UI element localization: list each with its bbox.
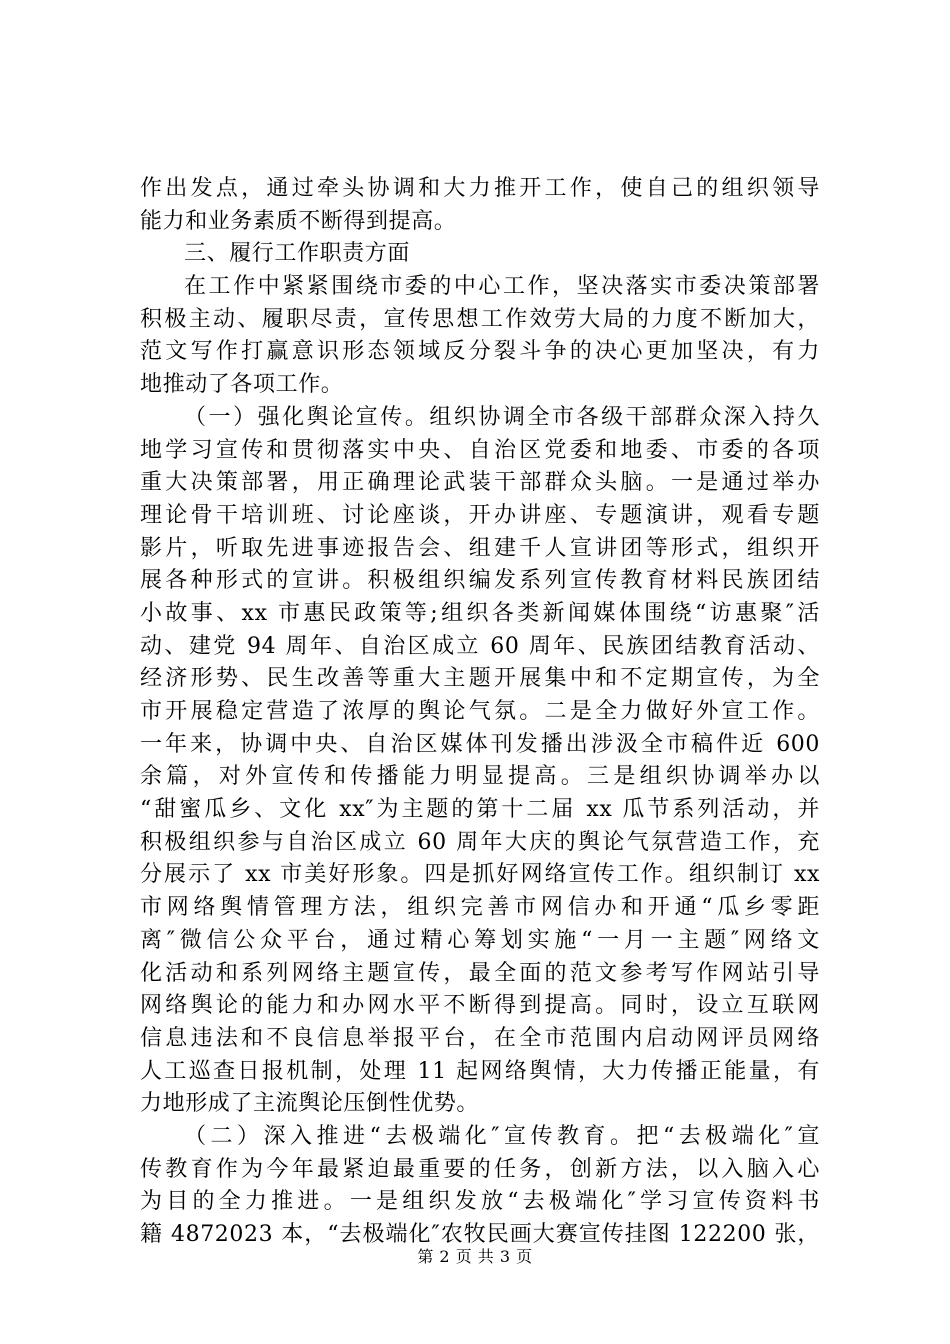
text-line: 作出发点，通过牵头协调和大力推开工作，使自己的组织领导 <box>140 176 820 201</box>
text-line: 地学习宣传和贯彻落实中央、自治区党委和地委、市委的各项 <box>140 437 820 463</box>
text-line: 人工巡查日报机制，处理 11 起网络舆情，大力传播正能量，有 <box>140 1058 820 1084</box>
text-line: 在工作中紧紧围绕市委的中心工作，坚决落实市委决策部署 <box>184 274 820 300</box>
text-line: 积极组织参与自治区成立 60 周年大庆的舆论气氛营造工作，充 <box>140 829 820 855</box>
text-line: 力地形成了主流舆论压倒性优势。 <box>140 1091 480 1117</box>
text-line: （二）深入推进“去极端化″宣传教育。把“去极端化″宣 <box>184 1123 820 1149</box>
body-text <box>140 173 820 1252</box>
text-line: 展各种形式的宣讲。积极组织编发系列宣传教育材料民族团结 <box>140 568 820 594</box>
text-line: （一）强化舆论宣传。组织协调全市各级干部群众深入持久 <box>184 404 820 430</box>
text-line: 能力和业务素质不断得到提高。 <box>140 208 457 234</box>
text-line: 重大决策部署，用正确理论武装干部群众头脑。一是通过举办 <box>140 470 820 496</box>
text-line: 传教育作为今年最紧迫最重要的任务，创新方法，以入脑入心 <box>140 1156 820 1182</box>
text-line: 余篇，对外宣传和传播能力明显提高。三是组织协调举办以 <box>140 764 820 790</box>
text-line: 积极主动、履职尽责，宣传思想工作效劳大局的力度不断加大， <box>140 306 820 332</box>
text-line: “甜蜜瓜乡、文化 xx″为主题的第十二届 xx 瓜节系列活动，并 <box>140 797 820 823</box>
text-line: 信息违法和不良信息举报平台，在全市范围内启动网评员网络 <box>140 1025 820 1051</box>
text-line: 地推动了各项工作。 <box>140 372 344 398</box>
text-line: 网络舆论的能力和办网水平不断得到提高。同时，设立互联网 <box>140 993 820 1019</box>
text-line: 理论骨干培训班、讨论座谈，开办讲座、专题演讲，观看专题 <box>140 502 820 528</box>
text-line: 市网络舆情管理方法，组织完善市网信办和开通“瓜乡零距 <box>140 895 820 921</box>
text-line: 影片，听取先进事迹报告会、组建千人宣讲团等形式，组织开 <box>140 535 820 561</box>
text-line: 离″微信公众平台，通过精心筹划实施“一月一主题″网络文 <box>140 927 820 953</box>
text-line: 分展示了 xx 市美好形象。四是抓好网络宣传工作。组织制订 xx <box>140 862 820 888</box>
text-line: 动、建党 94 周年、自治区成立 60 周年、民族团结教育活动、 <box>140 633 820 659</box>
text-line: 一年来，协调中央、自治区媒体刊发播出涉汲全市稿件近 600 <box>140 731 820 757</box>
text-line: 小故事、xx 市惠民政策等;组织各类新闻媒体围绕“访惠聚″活 <box>140 600 820 626</box>
text-line: 市开展稳定营造了浓厚的舆论气氛。二是全力做好外宣工作。 <box>140 699 820 724</box>
text-line: 籍 4872023 本，“去极端化″农牧民画大赛宣传挂图 122200 张， <box>140 1222 820 1247</box>
section-heading: 三、履行工作职责方面 <box>184 241 411 267</box>
text-line: 经济形势、民生改善等重大主题开展集中和不定期宣传，为全 <box>140 666 820 692</box>
text-line: 范文写作打赢意识形态领域反分裂斗争的决心更加坚决，有力 <box>140 339 820 365</box>
page-number-footer: 第 2 页 共 3 页 <box>417 1247 533 1266</box>
text-line: 化活动和系列网络主题宣传，最全面的范文参考写作网站引导 <box>140 960 820 986</box>
text-line: 为目的全力推进。一是组织发放“去极端化″学习宣传资料书 <box>140 1189 820 1215</box>
